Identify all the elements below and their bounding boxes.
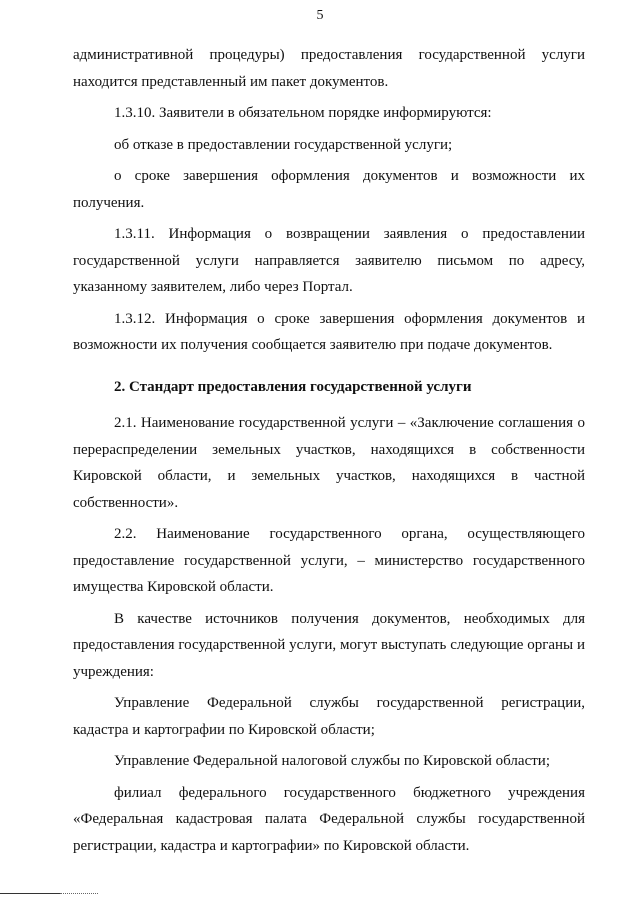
- paragraph: об отказе в предоставлении государственной услуги;: [114, 136, 453, 153]
- paragraph: Управление Федеральной налоговой службы по Кировской области;: [114, 753, 550, 769]
- document-body: [73, 42, 585, 864]
- paragraph: Управление Федеральной службы государственной регистрации, кадастра и картографии по Кировской области;: [73, 695, 585, 738]
- paragraph: 1.3.11. Информация о возвращении заявления о предоставлении государственной услуги направляется заявителю письмом по адресу, указанному заявителем, либо через Портал.: [73, 226, 585, 295]
- footnote-divider-dotted: [60, 893, 98, 895]
- paragraph: 2.1. Наименование государственной услуги – «Заключение соглашения о перераспределении земельных участков, находящихся в собственности Кировской области, и земельных участков, находящихся в частной собственности».: [73, 415, 585, 511]
- paragraph: В качестве источников получения документов, необходимых для предоставления государственной услуги, могут выступать следующие органы и учреждения:: [73, 610, 585, 680]
- page-number: 5: [316, 8, 324, 23]
- paragraph: административной процедуры) предоставления государственной услуги находится представленный им пакет документов.: [73, 47, 585, 90]
- paragraph: 1.3.10. Заявители в обязательном порядке информируются:: [114, 105, 492, 121]
- paragraph: 2.2. Наименование государственного органа, осуществляющего предоставление государственной услуги, – министерство государственного имущества Кировской области.: [73, 526, 585, 595]
- paragraph: о сроке завершения оформления документов и возможности их получения.: [73, 168, 585, 211]
- section-heading: 2. Стандарт предоставления государственной услуги: [114, 378, 472, 395]
- paragraph: филиал федерального государственного бюджетного учреждения «Федеральная кадастровая палата Федеральной службы государственной регистрации, кадастра и картографии» по Кировской области.: [73, 784, 585, 854]
- paragraph: 1.3.12. Информация о сроке завершения оформления документов и возможности их получения сообщается заявителю при подаче документов.: [73, 310, 585, 353]
